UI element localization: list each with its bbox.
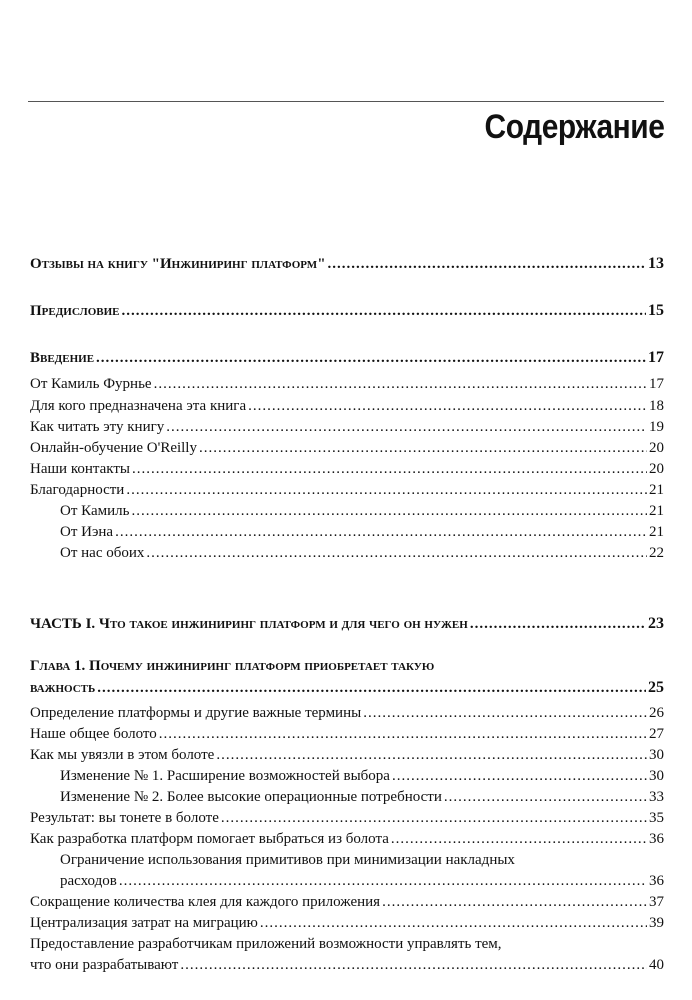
toc-entry[interactable]: Определение платформы и другие важные термины ..... 26	[30, 703, 664, 723]
toc-chapter-1-line1: Глава 1. Почему инжиниринг платформ приобретает такую	[30, 658, 435, 674]
toc-subentry[interactable]: расходов ..... 36	[60, 871, 664, 891]
toc-entry-chapter-1[interactable]: важность ..... 25	[30, 678, 664, 698]
toc-entry[interactable]: Как мы увязли в этом болоте ..... 30	[30, 745, 664, 765]
toc-entry-introduction[interactable]: Введение ..... 17	[30, 348, 664, 368]
toc-entry[interactable]: Результат: вы тонете в болоте ..... 35	[30, 808, 664, 828]
toc-entry[interactable]: Благодарности ..... 21	[30, 480, 664, 500]
toc-entry-line1: Предоставление разработчикам приложений возможности управлять тем,	[30, 936, 502, 952]
toc-subentry[interactable]: Изменение № 2. Более высокие операционные потребности ..... 33	[60, 787, 664, 807]
toc-entry[interactable]: Онлайн-обучение O'Reilly ..... 20	[30, 438, 664, 458]
toc-entry[interactable]: Наше общее болото ..... 27	[30, 724, 664, 744]
toc-subentry[interactable]: Изменение № 1. Расширение возможностей выбора ..... 30	[60, 766, 664, 786]
toc-entry[interactable]: что они разрабатывают ..... 40	[30, 955, 664, 975]
toc-entry[interactable]: Наши контакты ..... 20	[30, 459, 664, 479]
toc-entry[interactable]: Как читать эту книгу ..... 19	[30, 417, 664, 437]
toc-subentry[interactable]: От Иэна ..... 21	[60, 522, 664, 542]
toc-entry[interactable]: Сокращение количества клея для каждого приложения ..... 37	[30, 892, 664, 912]
header-rule	[28, 101, 664, 102]
toc-subentry-line1: Ограничение использования примитивов при минимизации накладных	[60, 852, 515, 868]
toc-entry-part-1[interactable]: ЧАСТЬ I. Что такое инжиниринг платформ и для чего он нужен ..... 23	[30, 614, 664, 634]
toc-entry[interactable]: Как разработка платформ помогает выбраться из болота ..... 36	[30, 829, 664, 849]
page-title: Содержание	[484, 108, 664, 146]
toc-subentry[interactable]: От Камиль ..... 21	[60, 501, 664, 521]
toc-subentry[interactable]: От нас обоих ..... 22	[60, 543, 664, 563]
toc-entry[interactable]: Для кого предназначена эта книга ..... 18	[30, 396, 664, 416]
toc-entry-preface[interactable]: Предисловие ..... 15	[30, 301, 664, 321]
toc-entry[interactable]: От Камиль Фурнье ..... 17	[30, 374, 664, 394]
toc-entry[interactable]: Централизация затрат на миграцию ..... 39	[30, 913, 664, 933]
toc-entry-reviews[interactable]: Отзывы на книгу "Инжиниринг платформ" ..... 13	[30, 254, 664, 274]
